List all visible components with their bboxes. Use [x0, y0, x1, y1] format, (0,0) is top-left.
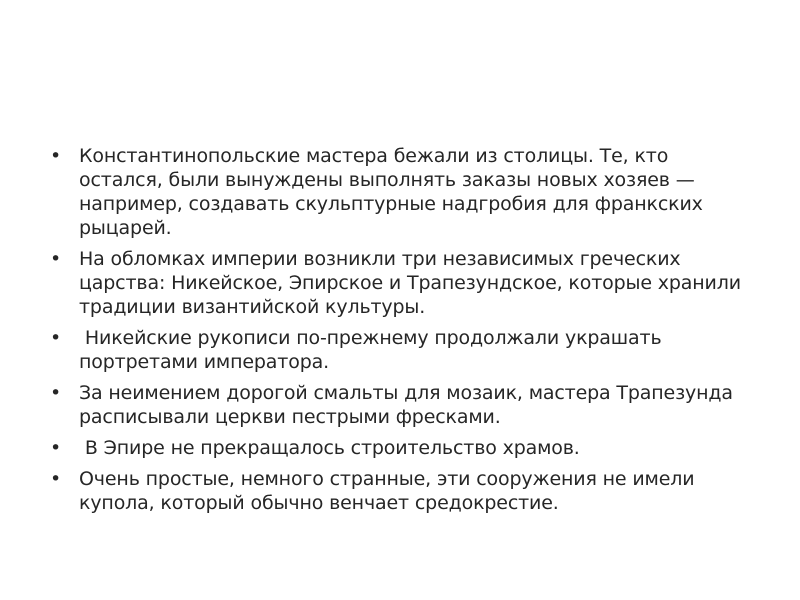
bullet-text-2: На обломках империи возникли три независимых греческих царства: Никейское, Эпирское и Трапезундское, которые хранили традиции византийской культуры.: [79, 248, 747, 318]
bullet-text-5: В Эпире не прекращалось строительство храмов.: [79, 437, 580, 459]
bullet-marker: •: [50, 437, 62, 459]
bullet-item-5: [45, 436, 745, 460]
bullet-list: [45, 144, 745, 522]
bullet-marker: •: [50, 382, 62, 404]
bullet-item-2: [45, 247, 745, 319]
bullet-text-4: За неимением дорогой смальты для мозаик, мастера Трапезунда расписывали церкви пестрыми фресками.: [79, 382, 739, 428]
bullet-text-3: Никейские рукописи по-прежнему продолжали украшать портретами императора.: [79, 327, 668, 373]
bullet-marker: •: [50, 327, 62, 349]
bullet-text-6: Очень простые, немного странные, эти сооружения не имели купола, который обычно венчает средокрестие.: [79, 468, 701, 514]
bullet-item-6: [45, 467, 745, 515]
bullet-item-4: [45, 381, 745, 429]
bullet-text-1: Константинопольские мастера бежали из столицы. Те, кто остался, были вынуждены выполнять заказы новых хозяев — например, создавать скульптурные надгробия для франкских рыцарей.: [79, 145, 709, 239]
bullet-item-1: [45, 144, 745, 240]
bullet-marker: •: [50, 248, 62, 270]
bullet-item-3: [45, 326, 745, 374]
bullet-marker: •: [50, 468, 62, 490]
bullet-marker: •: [50, 145, 62, 167]
